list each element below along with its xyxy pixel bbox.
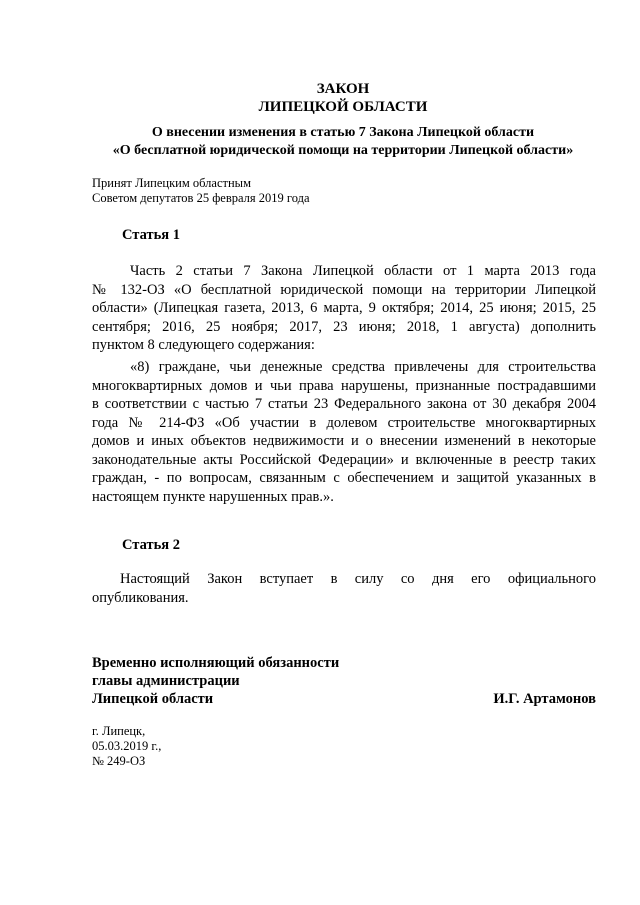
article-2-text (92, 570, 596, 607)
quote-line: «8) граждане, чьи денежные средства привлечены для строительства (130, 359, 596, 375)
intro-line: области» (Липецкая газета, 2013, 6 марта, 9 октября; 2014, 25 июня; 2015, 25 (92, 300, 596, 316)
quote-line: законодательные акты Российской Федерации» и включенные в реестр таких (92, 451, 596, 468)
doc-type-heading: ЗАКОН (316, 81, 370, 97)
adoption-line-2: Советом депутатов 25 февраля 2019 года (92, 191, 310, 205)
intro-line: сентября; 2016, 25 ноября; 2017, 23 июня; 2018, 1 августа) дополнить (92, 318, 596, 335)
article-2-line: Настоящий Закон вступает в силу со дня его официального (120, 571, 596, 587)
intro-line: Часть 2 статьи 7 Закона Липецкой области от 1 марта 2013 года (130, 263, 596, 279)
intro-line: № 132-ОЗ «О бесплатной юридической помощи на территории Липецкой (92, 281, 596, 298)
footer-number: № 249-ОЗ (92, 754, 146, 768)
footer-date: 05.03.2019 г., (92, 739, 162, 753)
signer-position-line-3: Липецкой области (92, 691, 214, 707)
article-1-intro (92, 262, 596, 355)
subtitle-line-2: «О бесплатной юридической помощи на территории Липецкой области» (112, 143, 574, 158)
document-title (90, 80, 596, 116)
footer-city: г. Липецк, (92, 724, 146, 738)
adoption-note (92, 176, 310, 206)
quote-line: домов и иных объектов недвижимости и о внесении изменений в некоторые (92, 433, 596, 449)
quote-line: настоящем пункте нарушенных прав.». (92, 488, 334, 505)
intro-line: пунктом 8 следующего содержания: (92, 337, 315, 353)
subtitle-line-1: О внесении изменения в статью 7 Закона Липецкой области (151, 125, 535, 140)
article-1-heading: Статья 1 (122, 227, 180, 243)
region-heading: ЛИПЕЦКОЙ ОБЛАСТИ (258, 99, 428, 115)
article-2-line: опубликования. (92, 589, 189, 606)
document-subtitle (85, 124, 601, 160)
signer-position-line-1: Временно исполняющий обязанности (92, 655, 340, 671)
document-footer (92, 724, 161, 769)
quote-line: граждан, - по вопросам, связанным с обеспечением и защитой указанных в (92, 470, 596, 486)
quote-line: многоквартирных домов и чьи права нарушены, признанные пострадавшими (92, 377, 596, 394)
signature-block (92, 654, 596, 708)
quote-line: года № 214-ФЗ «Об участии в долевом строительстве многоквартирных (92, 414, 596, 431)
article-2-heading: Статья 2 (122, 537, 180, 553)
adoption-line-1: Принят Липецким областным (92, 176, 251, 190)
article-1-quote (92, 358, 596, 506)
signer-name: И.Г. Артамонов (493, 691, 596, 707)
signer-position-line-2: главы администрации (92, 673, 240, 689)
quote-line: в соответствии с частью 7 статьи 23 Федерального закона от 30 декабря 2004 (92, 396, 596, 412)
